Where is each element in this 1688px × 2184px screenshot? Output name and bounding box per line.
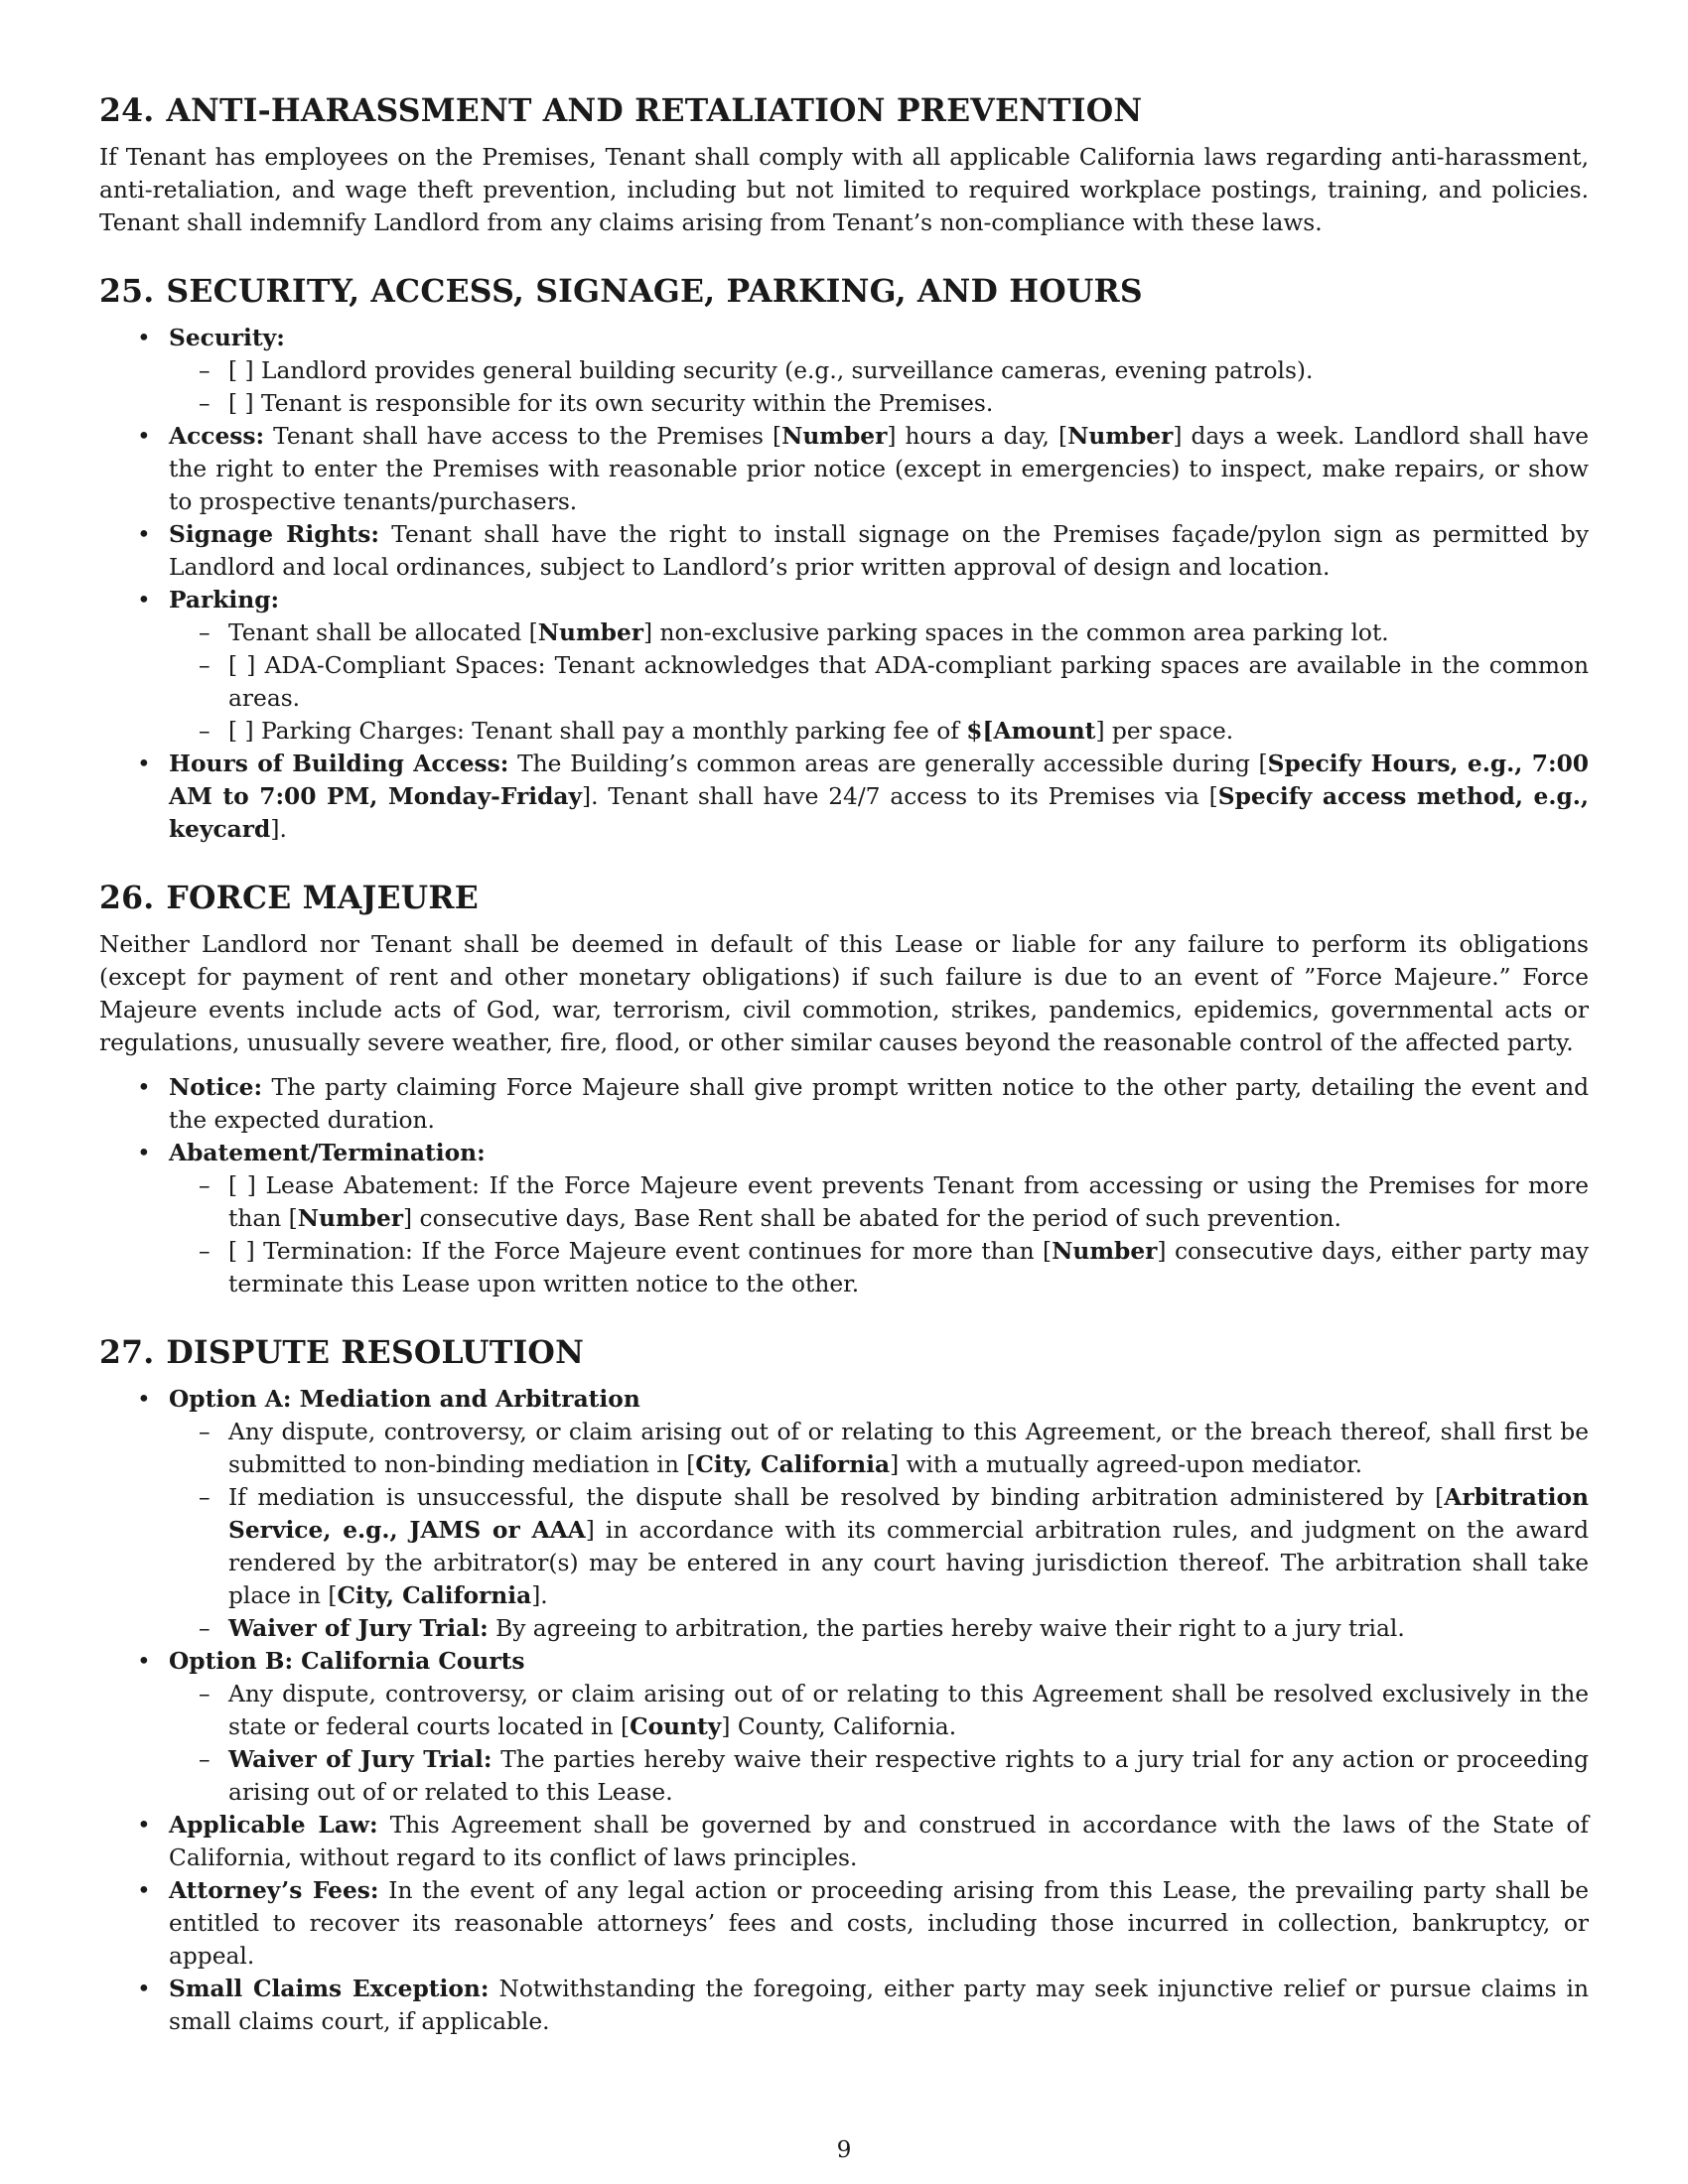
option-b-courts: – Any dispute, controversy, or claim arising out of or relating to this Agreement shall be resolved exclusively in the state or federal courts located in [County] County, California. xyxy=(169,1678,1589,1743)
security-option-tenant: – [ ] Tenant is responsible for its own security within the Premises. xyxy=(169,387,1589,420)
applicable-law-item: • Applicable Law: This Agreement shall be governed by and construed in accordance with the laws of the State of California, without regard to its conflict of laws principles. xyxy=(99,1809,1589,1874)
termination: – [ ] Termination: If the Force Majeure event continues for more than [Number] consecutive days, either party may terminate this Lease upon written notice to the other. xyxy=(169,1235,1589,1300)
option-a-arbitration: – If mediation is unsuccessful, the dispute shall be resolved by binding arbitration administered by [Arbitration Service, e.g., JAMS or AAA] in accordance with its commercial arbitration rules, and judgment on the award rendered by the arbitrator(s) may be entered in any court having jurisdiction thereof. The arbitration shall take place in [City, California]. xyxy=(169,1481,1589,1612)
section-26-heading: 26. FORCE MAJEURE xyxy=(99,880,479,916)
abatement-item: • Abatement/Termination: – [ ] Lease Abatement: If the Force Majeure event prevents Tenant from accessing or using the Premises for more than [Number] consecutive days, Base Rent shall be abated for the period of such prevention. – [ ] Termination: If the Force Majeure event continues for more than [Number] consecutive days, either party may terminate this Lease upon written notice to the other. xyxy=(99,1137,1589,1300)
section-24-heading: 24. ANTI-HARASSMENT AND RETALIATION PREVENTION xyxy=(99,92,1143,129)
section-24 xyxy=(99,91,1589,239)
page-number: 9 xyxy=(836,2136,852,2163)
document-page xyxy=(99,91,1589,2071)
notice-item: • Notice: The party claiming Force Majeure shall give prompt written notice to the other party, detailing the event and the expected duration. xyxy=(99,1071,1589,1137)
section-25-heading: 25. SECURITY, ACCESS, SIGNAGE, PARKING, AND HOURS xyxy=(99,273,1143,310)
parking-charges: – [ ] Parking Charges: Tenant shall pay a monthly parking fee of $[Amount] per space. xyxy=(169,715,1589,748)
section-24-body: If Tenant has employees on the Premises, Tenant shall comply with all applicable California laws regarding anti-harassment, anti-retaliation, and wage theft prevention, including but not limited to required workplace postings, training, and policies. Tenant shall indemnify Landlord from any claims arising from Tenant’s non-compliance with these laws. xyxy=(99,144,1589,236)
parking-item: • Parking: – Tenant shall be allocated [Number] non-exclusive parking spaces in the common area parking lot. – [ ] ADA-Compliant Spaces: Tenant acknowledges that ADA-compliant parking spaces are available in the common areas. – [ ] Parking Charges: Tenant shall pay a monthly parking fee of $[Amount] per space. xyxy=(99,584,1589,748)
section-26-body: Neither Landlord nor Tenant shall be deemed in default of this Lease or liable for any failure to perform its obligations (except for payment of rent and other monetary obligations) if such failure is due to an event of ”Force Majeure.” Force Majeure events include acts of God, war, terrorism, civil commotion, strikes, pandemics, epidemics, governmental acts or regulations, unusually severe weather, fire, flood, or other similar causes beyond the reasonable control of the affected party. xyxy=(99,931,1589,1056)
option-b-jury-waiver: – Waiver of Jury Trial: The parties hereby waive their respective rights to a jury trial for any action or proceeding arising out of or related to this Lease. xyxy=(169,1743,1589,1809)
option-b-item: • Option B: California Courts – Any dispute, controversy, or claim arising out of or relating to this Agreement shall be resolved exclusively in the state or federal courts located in [County] County, California. – Waiver of Jury Trial: The parties hereby waive their respective rights to a jury trial for any action or proceeding arising out of or related to this Lease. xyxy=(99,1645,1589,1809)
lease-abatement: – [ ] Lease Abatement: If the Force Majeure event prevents Tenant from accessing or using the Premises for more than [Number] consecutive days, Base Rent shall be abated for the period of such prevention. xyxy=(169,1169,1589,1235)
parking-ada: – [ ] ADA-Compliant Spaces: Tenant acknowledges that ADA-compliant parking spaces are available in the common areas. xyxy=(169,649,1589,715)
section-26-list xyxy=(99,1071,1589,1300)
hours-item: • Hours of Building Access: The Building’s common areas are generally accessible during [Specify Hours, e.g., 7:00 AM to 7:00 PM, Monday-Friday]. Tenant shall have 24/7 access to its Premises via [Specify access method, e.g., keycard]. xyxy=(99,748,1589,846)
section-27-list xyxy=(99,1383,1589,2038)
section-27-heading: 27. DISPUTE RESOLUTION xyxy=(99,1334,585,1371)
option-a-mediation: – Any dispute, controversy, or claim arising out of or relating to this Agreement, or the breach thereof, shall first be submitted to non-binding mediation in [City, California] with a mutually agreed-upon mediator. xyxy=(169,1416,1589,1481)
signage-item: • Signage Rights: Tenant shall have the right to install signage on the Premises façade/pylon sign as permitted by Landlord and local ordinances, subject to Landlord’s prior written approval of design and location. xyxy=(99,518,1589,584)
attorneys-fees-item: • Attorney’s Fees: In the event of any legal action or proceeding arising from this Lease, the prevailing party shall be entitled to recover its reasonable attorneys’ fees and costs, including those incurred in collection, bankruptcy, or appeal. xyxy=(99,1874,1589,1973)
section-25 xyxy=(99,272,1589,846)
access-item: • Access: Tenant shall have access to the Premises [Number] hours a day, [Number] days a week. Landlord shall have the right to enter the Premises with reasonable prior notice (except in emergencies) to inspect, make repairs, or show to prospective tenants/purchasers. xyxy=(99,420,1589,518)
small-claims-item: • Small Claims Exception: Notwithstanding the foregoing, either party may seek injunctive relief or pursue claims in small claims court, if applicable. xyxy=(99,1973,1589,2038)
security-option-building: – [ ] Landlord provides general building security (e.g., surveillance cameras, evening patrols). xyxy=(169,354,1589,387)
section-25-list xyxy=(99,322,1589,846)
option-a-item: • Option A: Mediation and Arbitration – Any dispute, controversy, or claim arising out of or relating to this Agreement, or the breach thereof, shall first be submitted to non-binding mediation in [City, California] with a mutually agreed-upon mediator. – If mediation is unsuccessful, the dispute shall be resolved by binding arbitration administered by [Arbitration Service, e.g., JAMS or AAA] in accordance with its commercial arbitration rules, and judgment on the award rendered by the arbitrator(s) may be entered in any court having jurisdiction thereof. The arbitration shall take place in [City, California]. – Waiver of Jury Trial: By agreeing to arbitration, the parties hereby waive their right to a jury trial. xyxy=(99,1383,1589,1645)
section-27 xyxy=(99,1333,1589,2038)
section-26 xyxy=(99,879,1589,1300)
security-item: • Security: – [ ] Landlord provides general building security (e.g., surveillance cameras, evening patrols). – [ ] Tenant is responsible for its own security within the Premises. xyxy=(99,322,1589,420)
parking-allocation: – Tenant shall be allocated [Number] non-exclusive parking spaces in the common area parking lot. xyxy=(169,616,1589,649)
option-a-jury-waiver: – Waiver of Jury Trial: By agreeing to arbitration, the parties hereby waive their right to a jury trial. xyxy=(169,1612,1589,1645)
